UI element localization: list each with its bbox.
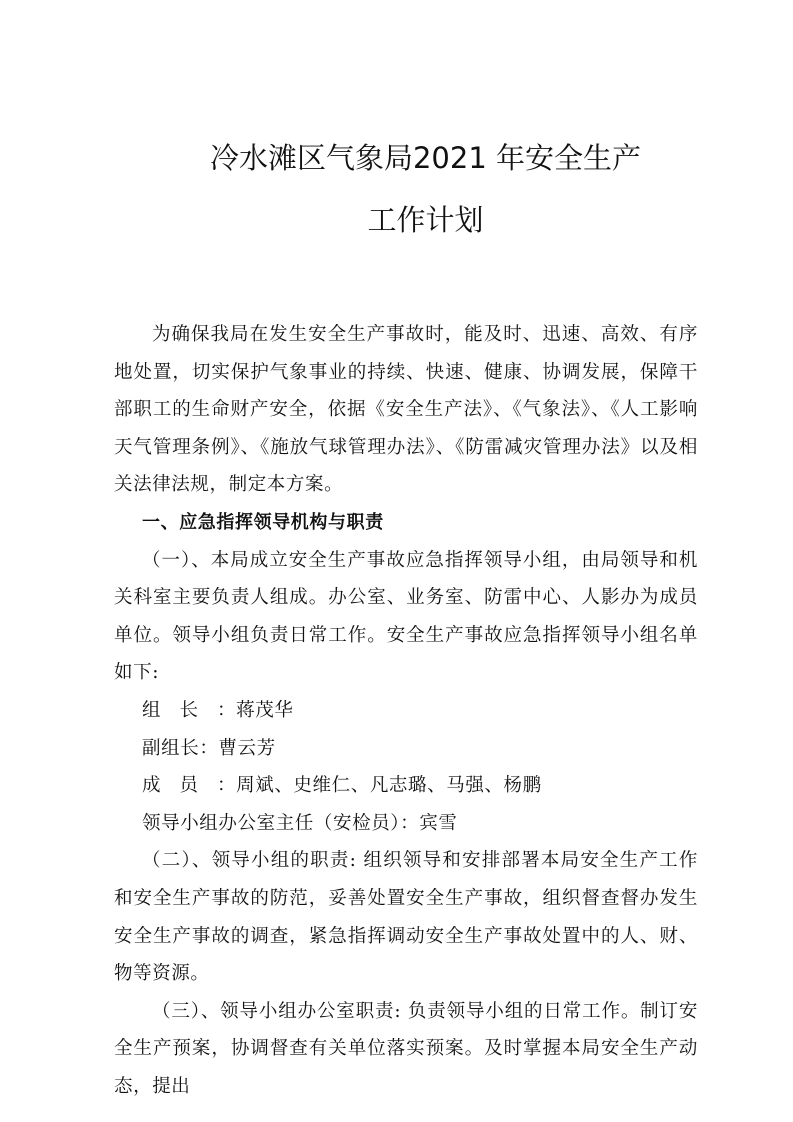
member-row-members xyxy=(114,767,698,805)
member-separator: ： xyxy=(217,699,237,721)
member-names: 曹云芳 xyxy=(218,737,276,759)
item-2-paragraph: （二）、领导小组的职责: 组织领导和安排部署本局安全生产工作和安全生产事故的防范，妥善处置安全生产事故，组织督查督办发生安全生产事故的调查，紧急指挥调动安全生产事故处置中的人、财、物等资源。 xyxy=(114,850,698,985)
office-head-row xyxy=(114,805,698,843)
member-row-leader xyxy=(114,692,698,730)
intro-paragraph: 为确保我局在发生安全生产事故时，能及时、迅速、高效、有序地处置，切实保护气象事业的持续、快速、健康、协调发展，保障干部职工的生命财产安全，依据《安全生产法》、《气象法》、《人工影响天气管理条例》、《施放气球管理办法》、《防雷减灾管理办法》以及相关法律法规，制定本方案。 xyxy=(114,324,698,496)
document-title-line-1: 冷水滩区气象局2021 年安全生产 xyxy=(209,141,642,175)
member-names: 周斌、史维仁、凡志璐、马强、杨鹏 xyxy=(236,775,542,797)
member-row-deputy-leader xyxy=(114,730,698,768)
member-role: 组长 xyxy=(142,699,218,721)
document-body xyxy=(114,316,698,1105)
member-separator: ： xyxy=(199,737,219,759)
office-head-role: 领导小组办公室主任（安检员）： xyxy=(142,812,420,834)
item-1-paragraph: （一）、本局成立安全生产事故应急指挥领导小组，由局领导和机关科室主要负责人组成。办公室、业务室、防雷中心、人影办为成员单位。领导小组负责日常工作。安全生产事故应急指挥领导小组名单如下: xyxy=(114,549,698,684)
member-separator: ： xyxy=(217,775,237,797)
item-3-paragraph: （三）、领导小组办公室职责: 负责领导小组的日常工作。制订安全生产预案，协调督查有关单位落实预案。及时掌握本局安全生产动态，提出 xyxy=(114,1000,698,1097)
member-role: 副组长 xyxy=(142,737,200,759)
member-names: 蒋茂华 xyxy=(236,699,294,721)
member-role: 成员 xyxy=(142,775,218,797)
document-title-line-2: 工作计划 xyxy=(367,203,484,237)
office-head-name: 宾雪 xyxy=(419,812,458,834)
section-heading: 一、应急指挥领导机构与职责 xyxy=(142,511,384,533)
